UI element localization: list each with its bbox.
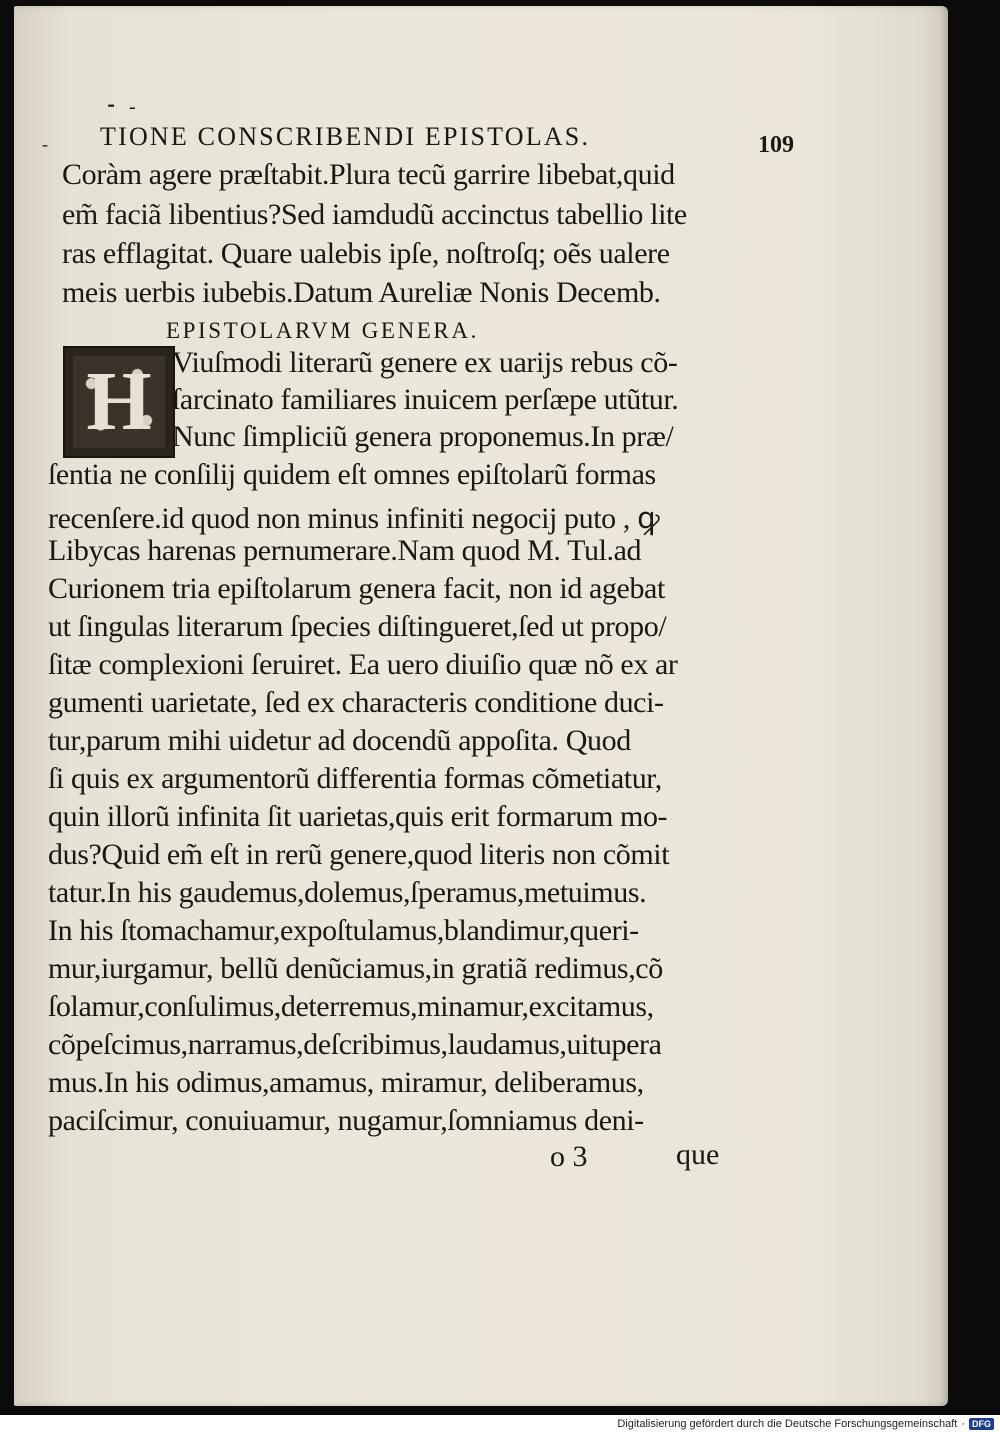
text-line: dus?Quid em̃ eſt in rerũ genere,quod literis non cõmit bbox=[48, 838, 670, 871]
running-head: TIONE CONSCRIBENDI EPISTOLAS. bbox=[100, 122, 591, 151]
text-line: Nunc ſimpliciũ genera proponemus.In præ/ bbox=[172, 420, 674, 453]
text-line: ſolamur,conſulimus,deterremus,minamur,excitamus, bbox=[48, 990, 654, 1023]
text-line: Coràm agere præſtabit.Plura tecũ garrire libebat,quid bbox=[62, 158, 675, 191]
text-line: recenſere.id quod non minus infiniti negocij puto , ꝙ bbox=[48, 502, 660, 535]
folio-number: 109 bbox=[758, 132, 794, 158]
text-line: ut ſingulas literarum ſpecies diſtingueret,ſed ut propo/ bbox=[48, 610, 667, 643]
text-line: Libycas harenas pernumerare.Nam quod M. Tul.ad bbox=[48, 534, 642, 567]
initial-letter: H bbox=[86, 355, 152, 448]
digitization-credit: Digitalisierung gefördert durch die Deutsche Forschungsgemeinschaft bbox=[617, 1418, 958, 1430]
section-heading: EPISTOLARVM GENERA. bbox=[166, 318, 479, 343]
text-line: Viuſmodi literarũ genere ex uarijs rebus cõ- bbox=[172, 346, 678, 379]
text-line: mur,iurgamur, bellũ denũciamus,in gratiã redimus,cõ bbox=[48, 952, 663, 985]
text-line: ras efflagitat. Quare ualebis ipſe, noſtroſq; oẽs ualere bbox=[62, 237, 670, 270]
page-top-mark: ⁃ - bbox=[106, 96, 140, 118]
text-line: ſitæ complexioni ſeruiret. Ea uero diuiſio quæ nõ ex ar bbox=[48, 648, 678, 681]
signature-mark: o 3 bbox=[550, 1140, 588, 1173]
digitization-footer bbox=[617, 1416, 994, 1432]
initial-ornament bbox=[73, 356, 165, 448]
text-line: tatur.In his gaudemus,dolemus,ſperamus,metuimus. bbox=[48, 876, 647, 909]
book-page bbox=[14, 6, 948, 1406]
text-line: ſarcinato familiares inuicem perſæpe utũtur. bbox=[172, 383, 679, 416]
text-line: paciſcimur, conuiuamur, nugamur,ſomniamus deni- bbox=[48, 1104, 644, 1137]
text-line: mus.In his odimus,amamus, miramur, deliberamus, bbox=[48, 1066, 644, 1099]
footer-separator: · bbox=[961, 1418, 965, 1430]
text-line: cõpeſcimus,narramus,deſcribimus,laudamus,uitupera bbox=[48, 1028, 662, 1061]
decorated-initial bbox=[63, 346, 175, 458]
text-line: In his ſtomachamur,expoſtulamus,blandimur,queri- bbox=[48, 914, 639, 947]
text-line: tur,parum mihi uidetur ad docendũ appoſita. Quod bbox=[48, 724, 631, 757]
text-line: meis uerbis iubebis.Datum Aureliæ Nonis Decemb. bbox=[62, 276, 661, 309]
text-line: em̃ faciã libentius?Sed iamdudũ accinctus tabellio lite bbox=[62, 198, 687, 231]
dfg-logo[interactable]: DFG bbox=[969, 1418, 994, 1430]
text-line: gumenti uarietate, ſed ex characteris conditione duci- bbox=[48, 686, 664, 719]
text-line: ſentia ne conſilij quidem eſt omnes epiſtolarũ formas bbox=[48, 458, 656, 491]
text-line: quin illorũ infinita ſit uarietas,quis erit formarum mo- bbox=[48, 800, 668, 833]
catchword: que bbox=[676, 1138, 720, 1171]
text-line: ſi quis ex argumentorũ differentia formas cõmetiatur, bbox=[48, 762, 662, 795]
text-line: Curionem tria epiſtolarum genera facit, non id agebat bbox=[48, 572, 665, 605]
page-side-mark: - bbox=[42, 134, 48, 154]
